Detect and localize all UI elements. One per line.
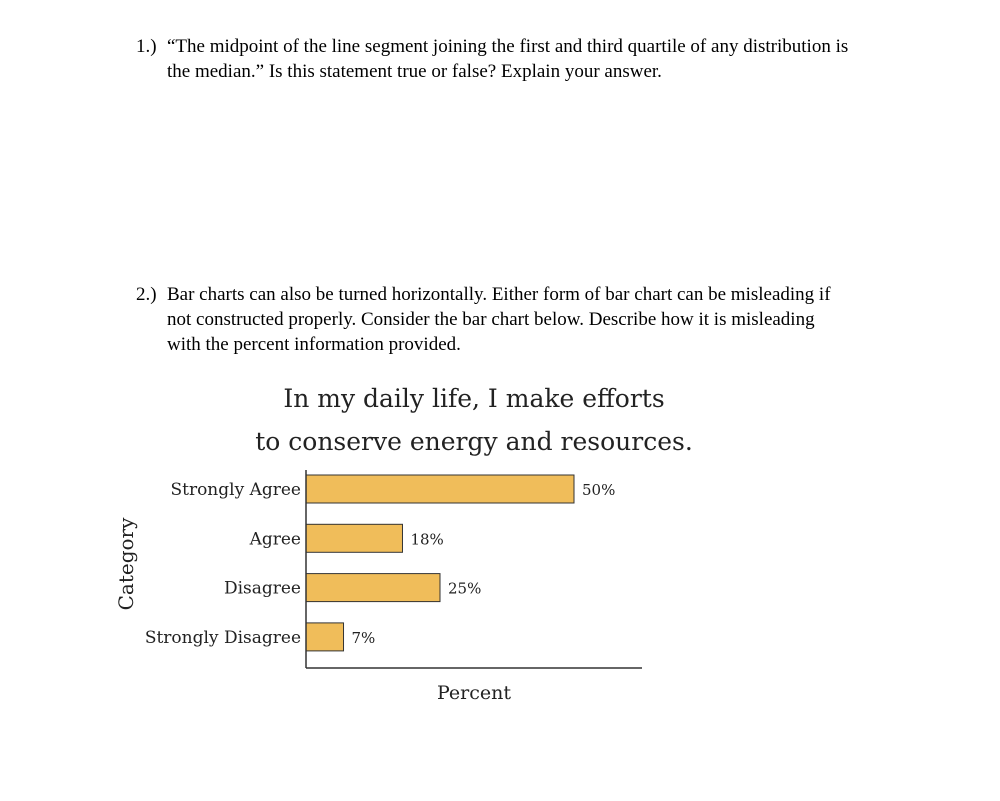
data-label: 50% <box>582 481 616 499</box>
category-label: Strongly Agree <box>170 480 301 500</box>
bar <box>306 524 402 552</box>
data-label: 25% <box>448 579 482 598</box>
question-1-line-2: the median.” Is this statement true or false? Explain your answer. <box>167 61 662 82</box>
category-label: Strongly Disagree <box>144 627 301 648</box>
question-2-line-2: not constructed properly. Consider the bar chart below. Describe how it is misleading <box>167 309 815 330</box>
chart-title-line-2: to conserve energy and resources. <box>255 427 693 456</box>
data-label: 18% <box>410 530 444 549</box>
bar <box>306 623 344 651</box>
data-label: 7% <box>351 628 376 647</box>
bar <box>306 574 440 602</box>
x-axis-label: Percent <box>436 682 512 704</box>
question-1-number: 1.) <box>136 36 157 57</box>
chart-bars <box>145 475 616 651</box>
chart-title-line-1: In my daily life, I make efforts <box>283 384 665 413</box>
question-1-line-1: “The midpoint of the line segment joining the first and third quartile of any distribution is <box>167 36 849 57</box>
category-label: Agree <box>249 529 301 550</box>
question-2-line-3: with the percent information provided. <box>167 334 461 355</box>
question-2-line-1: Bar charts can also be turned horizontally. Either form of bar chart can be misleading if <box>167 284 831 305</box>
y-axis-label: Category <box>114 517 138 611</box>
bar <box>306 475 574 503</box>
category-label: Disagree <box>223 578 301 599</box>
question-2-number: 2.) <box>136 284 157 305</box>
